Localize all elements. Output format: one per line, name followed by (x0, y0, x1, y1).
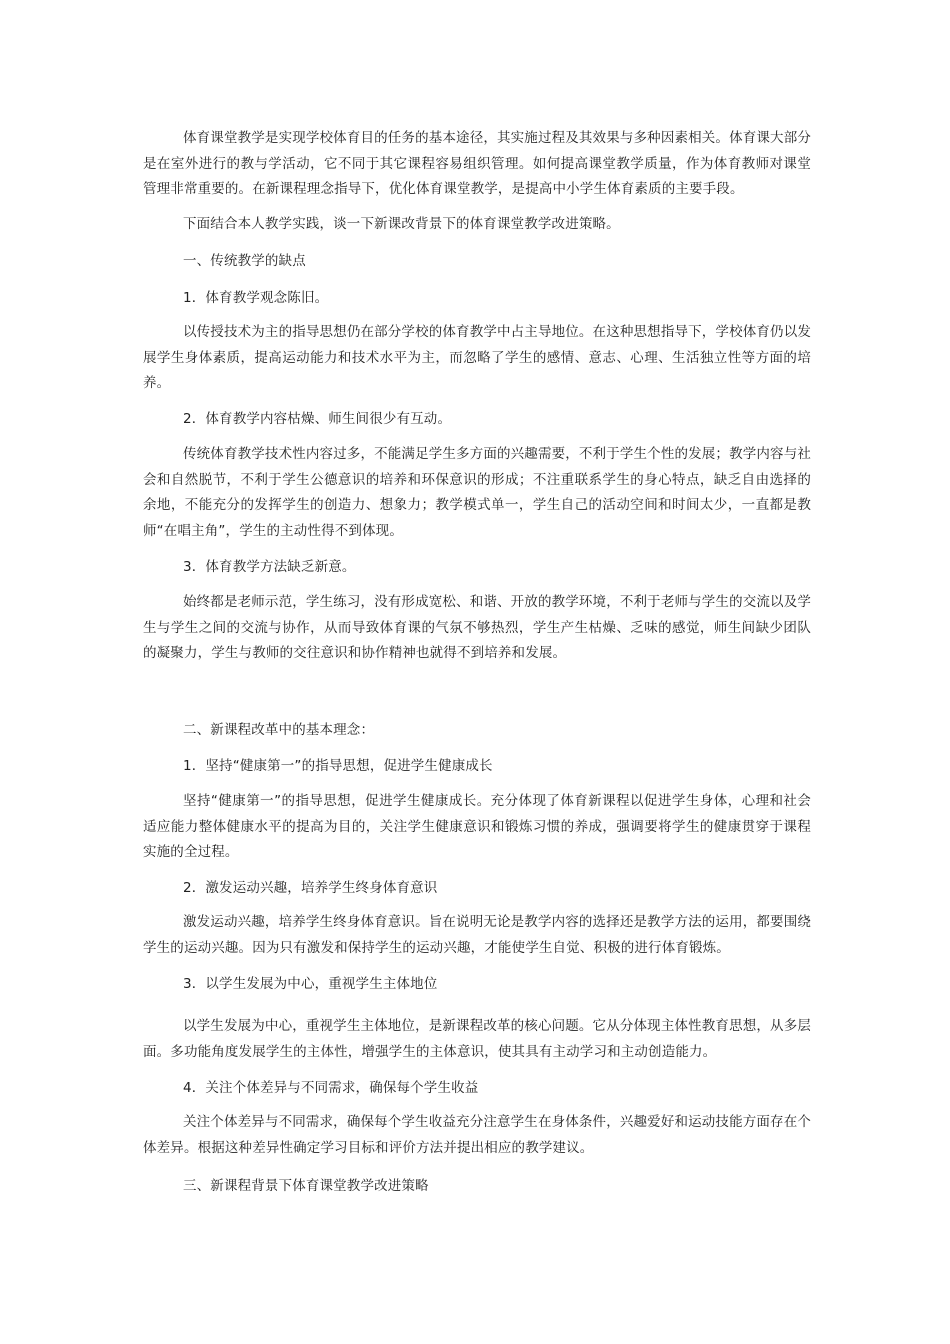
section1-item3-title: 3．体育教学方法缺乏新意。 (183, 559, 356, 575)
section2-item2-body: 激发运动兴趣，培养学生终身体育意识。旨在说明无论是教学内容的选择还是教学方法的运用，都要围绕学生的运动兴趣。因为只有激发和保持学生的运动兴趣，才能使学生自觉、积极的进行体育锻炼。 (143, 914, 811, 956)
section1-heading: 一、传统教学的缺点 (183, 253, 306, 269)
intro-paragraph: 体育课堂教学是实现学校体育目的任务的基本途径，其实施过程及其效果与多种因素相关。体育课大部分是在室外进行的教与学活动，它不同于其它课程容易组织管理。如何提高课堂教学质量，作为体育教师对课堂管理非常重要的。在新课程理念指导下，优化体育课堂教学，是提高中小学生体育素质的主要手段。 (143, 130, 811, 197)
section2-heading: 二、新课程改革中的基本理念： (183, 722, 375, 738)
section2-item2-title: 2．激发运动兴趣，培养学生终身体育意识 (183, 880, 438, 896)
section1-item1-body: 以传授技术为主的指导思想仍在部分学校的体育教学中占主导地位。在这种思想指导下，学校体育仍以发展学生身体素质，提高运动能力和技术水平为主，而忽略了学生的感情、意志、心理、生活独立性等方面的培养。 (143, 324, 811, 391)
section2-item4-title: 4．关注个体差异与不同需求，确保每个学生收益 (183, 1080, 479, 1096)
section2-item1-body: 坚持“健康第一”的指导思想，促进学生健康成长。充分体现了体育新课程以促进学生身体，心理和社会适应能力整体健康水平的提高为目的，关注学生健康意识和锻炼习惯的养成，强调要将学生的健康贯穿于课程实施的全过程。 (143, 793, 811, 860)
section1-item1-title: 1．体育教学观念陈旧。 (183, 290, 329, 306)
section2-item3-body: 以学生发展为中心，重视学生主体地位，是新课程改革的核心问题。它从分体现主体性教育思想，从多层面。多功能角度发展学生的主体性，增强学生的主体意识，使其具有主动学习和主动创造能力。 (143, 1018, 811, 1060)
section3-heading: 三、新课程背景下体育课堂教学改进策略 (183, 1178, 429, 1194)
section1-item2-title: 2．体育教学内容枯燥、师生间很少有互动。 (183, 411, 452, 427)
section1-item2-body: 传统体育教学技术性内容过多，不能满足学生多方面的兴趣需要，不利于学生个性的发展；教学内容与社会和自然脱节，不利于学生公德意识的培养和环保意识的形成；不注重联系学生的身心特点，缺乏自由选择的余地，不能充分的发挥学生的创造力、想象力；教学模式单一，学生自己的活动空间和时间太少，一直都是教师“在唱主角”，学生的主动性得不到体现。 (143, 446, 811, 539)
section2-item1-title: 1．坚持“健康第一”的指导思想，促进学生健康成长 (183, 758, 493, 774)
section1-item3-body: 始终都是老师示范，学生练习，没有形成宽松、和谐、开放的教学环境，不利于老师与学生的交流以及学生与学生之间的交流与协作，从而导致体育课的气氛不够热烈，学生产生枯燥、乏味的感觉，师生间缺少团队的凝聚力，学生与教师的交往意识和协作精神也就得不到培养和发展。 (143, 594, 811, 661)
lead-paragraph: 下面结合本人教学实践，谈一下新课改背景下的体育课堂教学改进策略。 (183, 216, 620, 232)
section2-item4-body: 关注个体差异与不同需求，确保每个学生收益充分注意学生在身体条件，兴趣爱好和运动技能方面存在个体差异。根据这种差异性确定学习目标和评价方法并提出相应的教学建议。 (143, 1114, 811, 1156)
section2-item3-title: 3．以学生发展为中心，重视学生主体地位 (183, 976, 438, 992)
